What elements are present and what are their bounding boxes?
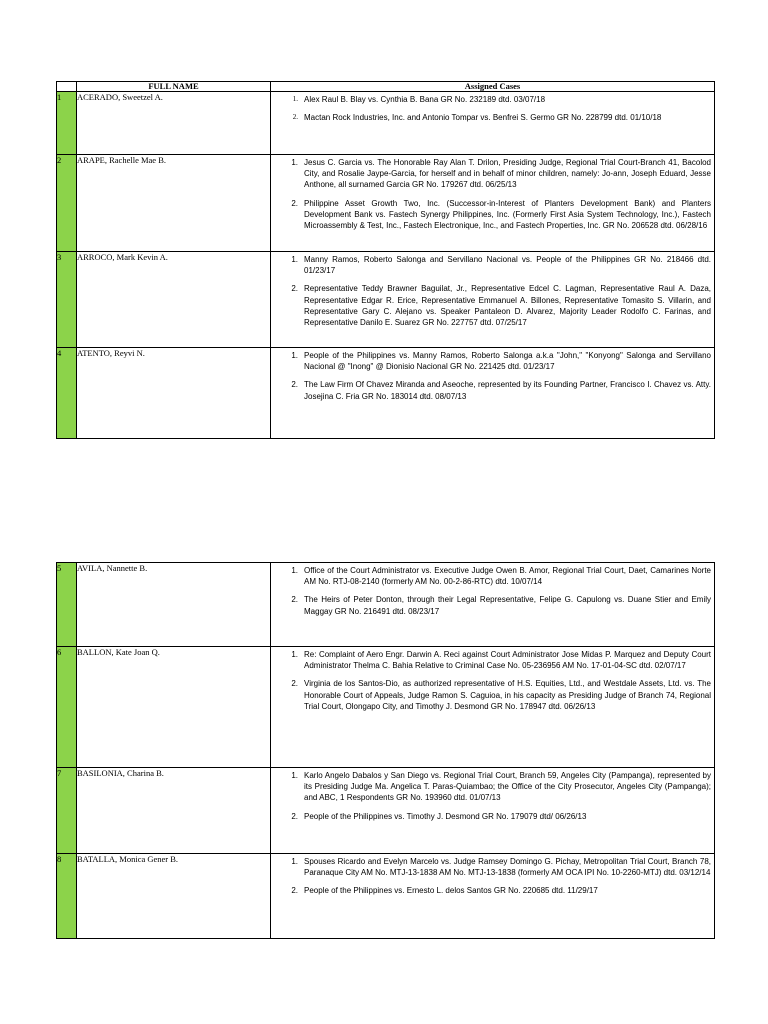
- case-number: 2.: [291, 198, 298, 208]
- full-name-cell: ARAPE, Rachelle Mae B.: [77, 155, 271, 252]
- case-text: People of the Philippines vs. Ernesto L. delos Santos GR No. 220685 dtd. 11/29/17: [304, 886, 598, 896]
- row-number: 8: [57, 854, 77, 939]
- full-name-cell: ACERADO, Sweetzel A.: [77, 92, 271, 155]
- full-name-cell: AVILA, Nannette B.: [77, 563, 271, 647]
- case-number: 1.: [292, 95, 298, 103]
- assigned-cases-cell: [271, 155, 715, 252]
- case-item: [271, 379, 711, 401]
- case-item: [271, 283, 711, 328]
- case-number: 2.: [291, 595, 298, 605]
- case-number: 1.: [291, 771, 298, 780]
- case-number: 1.: [291, 351, 298, 360]
- case-item: [271, 770, 711, 804]
- table-row: [57, 155, 715, 252]
- case-list: [271, 348, 714, 402]
- row-number: 4: [57, 348, 77, 439]
- case-text: People of the Philippines vs. Manny Ramos, Roberto Salonga a.k.a "John," "Konyong" Salonga and Servillano Nacional @ "Inong" @ Dionisio Nacional GR No. 221425 dtd. 01/23/17: [304, 351, 711, 372]
- case-number: 2.: [291, 679, 298, 689]
- case-text: People of the Philippines vs. Timothy J. Desmond GR No. 179079 dtd/ 06/26/13: [304, 811, 587, 821]
- case-item: [271, 254, 711, 276]
- case-item: [271, 198, 711, 232]
- assigned-cases-cell: [271, 768, 715, 854]
- case-list: [271, 854, 714, 897]
- row-number: 1: [57, 92, 77, 155]
- case-text: Representative Teddy Brawner Baguilat, Jr., Representative Edcel C. Lagman, Representative Raul A. Daza, Representative Edgar R. Erice, Representative Emmanuel A. Billones, Representative Tomasito S. Villarin, and Representative Gary C. Alejano vs. Speaker Pantaleon D. Alvarez, Majority Leader Rodolfo C. Farinas, and Representative Danilo E. Suarez GR No. 227757 dtd. 07/25/17: [304, 284, 711, 328]
- case-text: Manny Ramos, Roberto Salonga and Servillano Nacional vs. People of the Philippines GR No. 218466 dtd. 01/23/17: [304, 255, 711, 276]
- case-number: 2.: [292, 113, 298, 122]
- table-row: [57, 563, 715, 647]
- table-row: [57, 768, 715, 854]
- case-item: [271, 565, 711, 587]
- case-text: Virginia de los Santos-Dio, as authorized representative of H.S. Equities, Ltd., and Westdale Assets, Ltd. vs. The Honorable Court of Appeals, Judge Ramon S. Caguioa, in his capacity as Presiding Judge of Branch 74, Regional Trial Court, Olongapo City, and Timothy J. Desmond GR No. 178947 dtd. 06/26/13: [304, 679, 711, 711]
- case-text: Jesus C. Garcia vs. The Honorable Ray Alan T. Drilon, Presiding Judge, Regional Trial Court-Branch 41, Bacolod City, and Rosalie Jaype-Garcia, for herself and in behalf of minor children, namely: Jo-ann, Joseph Eduard, Jesse Anthone, all surnamed Garcia GR No. 179267 dtd. 06/25/13: [304, 158, 711, 190]
- case-item: [271, 856, 711, 878]
- table-row: [57, 647, 715, 768]
- case-number: 1.: [291, 650, 298, 659]
- case-item: [271, 811, 711, 822]
- case-text: Alex Raul B. Blay vs. Cynthia B. Bana GR No. 232189 dtd. 03/07/18: [304, 95, 546, 104]
- case-list: [271, 647, 714, 712]
- case-number: 1.: [291, 158, 298, 167]
- case-text: Mactan Rock Industries, Inc. and Antonio Tompar vs. Benfrei S. Germo GR No. 228799 dtd. 01/10/18: [304, 113, 662, 123]
- header-number-cell: [57, 82, 77, 92]
- full-name-cell: BASILONIA, Charina B.: [77, 768, 271, 854]
- case-list: [271, 563, 714, 617]
- case-item: [271, 885, 711, 896]
- row-number: 2: [57, 155, 77, 252]
- header-assigned-cases: Assigned Cases: [271, 82, 715, 92]
- case-list: [271, 155, 714, 231]
- assigned-cases-table-1: [56, 81, 715, 439]
- table-row: [57, 92, 715, 155]
- case-number: 1.: [291, 566, 298, 575]
- case-number: 1.: [291, 857, 298, 866]
- case-text: The Law Firm Of Chavez Miranda and Aseoche, represented by its Founding Partner, Francisco I. Chavez vs. Atty. Josejina C. Fria GR No. 183014 dtd. 08/07/13: [304, 380, 711, 401]
- assigned-cases-cell: [271, 563, 715, 647]
- table-row: [57, 348, 715, 439]
- case-item: [271, 157, 711, 191]
- case-number: 2.: [291, 380, 298, 390]
- case-text: Re: Complaint of Aero Engr. Darwin A. Reci against Court Administrator Jose Midas P. Marquez and Deputy Court Administrator Thelma C. Bahia Relative to Criminal Case No. 05-236956 AM No. 17-01-04-SC dtd. 02/07/17: [304, 650, 711, 671]
- case-text: Office of the Court Administrator vs. Executive Judge Owen B. Amor, Regional Trial Court, Daet, Camarines Norte AM No. RTJ-08-2140 (formerly AM No. 00-2-86-RTC) dtd. 10/07/14: [304, 566, 711, 587]
- full-name-cell: ATENTO, Reyvi N.: [77, 348, 271, 439]
- case-number: 1.: [291, 255, 298, 264]
- table-header-row: [57, 82, 715, 92]
- case-item: [271, 112, 711, 123]
- assigned-cases-cell: [271, 854, 715, 939]
- case-text: The Heirs of Peter Donton, through their Legal Representative, Felipe G. Capulong vs. Duane Stier and Emily Maggay GR No. 216491 dtd. 08/23/17: [304, 595, 711, 616]
- row-number: 7: [57, 768, 77, 854]
- row-number: 6: [57, 647, 77, 768]
- assigned-cases-cell: [271, 348, 715, 439]
- assigned-cases-cell: [271, 92, 715, 155]
- case-text: Karlo Angelo Dabalos y San Diego vs. Regional Trial Court, Branch 59, Angeles City (Pampanga), represented by its Presiding Judge Ma. Angelica T. Paras-Quiambao; the Office of the City Prosecutor, Angeles City (Pampanga); and ABC, 1 Respondents GR No. 193960 dtd. 01/07/13: [304, 771, 711, 803]
- case-text: Spouses Ricardo and Evelyn Marcelo vs. Judge Ramsey Domingo G. Pichay, Metropolitan Trial Court, Branch 78, Paranaque City AM No. MTJ-13-1838 AM No. MTJ-13-1838 (formerly AM OCA IPI No. 10-2260-MTJ) dtd. 03/12/14: [304, 857, 711, 878]
- case-item: [271, 594, 711, 616]
- table-row: [57, 252, 715, 348]
- table-row: [57, 854, 715, 939]
- case-number: 2.: [291, 811, 298, 821]
- assigned-cases-cell: [271, 647, 715, 768]
- full-name-cell: BATALLA, Monica Gener B.: [77, 854, 271, 939]
- row-number: 5: [57, 563, 77, 647]
- case-number: 2.: [291, 886, 298, 896]
- case-item: [271, 350, 711, 372]
- case-item: [271, 94, 711, 105]
- full-name-cell: ARROCO, Mark Kevin A.: [77, 252, 271, 348]
- header-full-name: FULL NAME: [77, 82, 271, 92]
- case-list: [271, 768, 714, 822]
- case-item: [271, 649, 711, 671]
- full-name-cell: BALLON, Kate Joan Q.: [77, 647, 271, 768]
- assigned-cases-table-2: [56, 562, 715, 939]
- case-list: [271, 92, 714, 123]
- case-item: [271, 678, 711, 712]
- assigned-cases-cell: [271, 252, 715, 348]
- case-number: 2.: [291, 284, 298, 294]
- case-text: Philippine Asset Growth Two, Inc. (Successor-in-Interest of Planters Development Bank) and Planters Development Bank vs. Fastech Synergy Philippines, Inc. (Formerly First Asia System Technology, Inc.), Fastech Microassembly & Test, Inc., Fastech Electronique, Inc., and Fastech Properties, Inc. GR No. 206528 dtd. 06/28/16: [304, 198, 711, 231]
- case-list: [271, 252, 714, 328]
- row-number: 3: [57, 252, 77, 348]
